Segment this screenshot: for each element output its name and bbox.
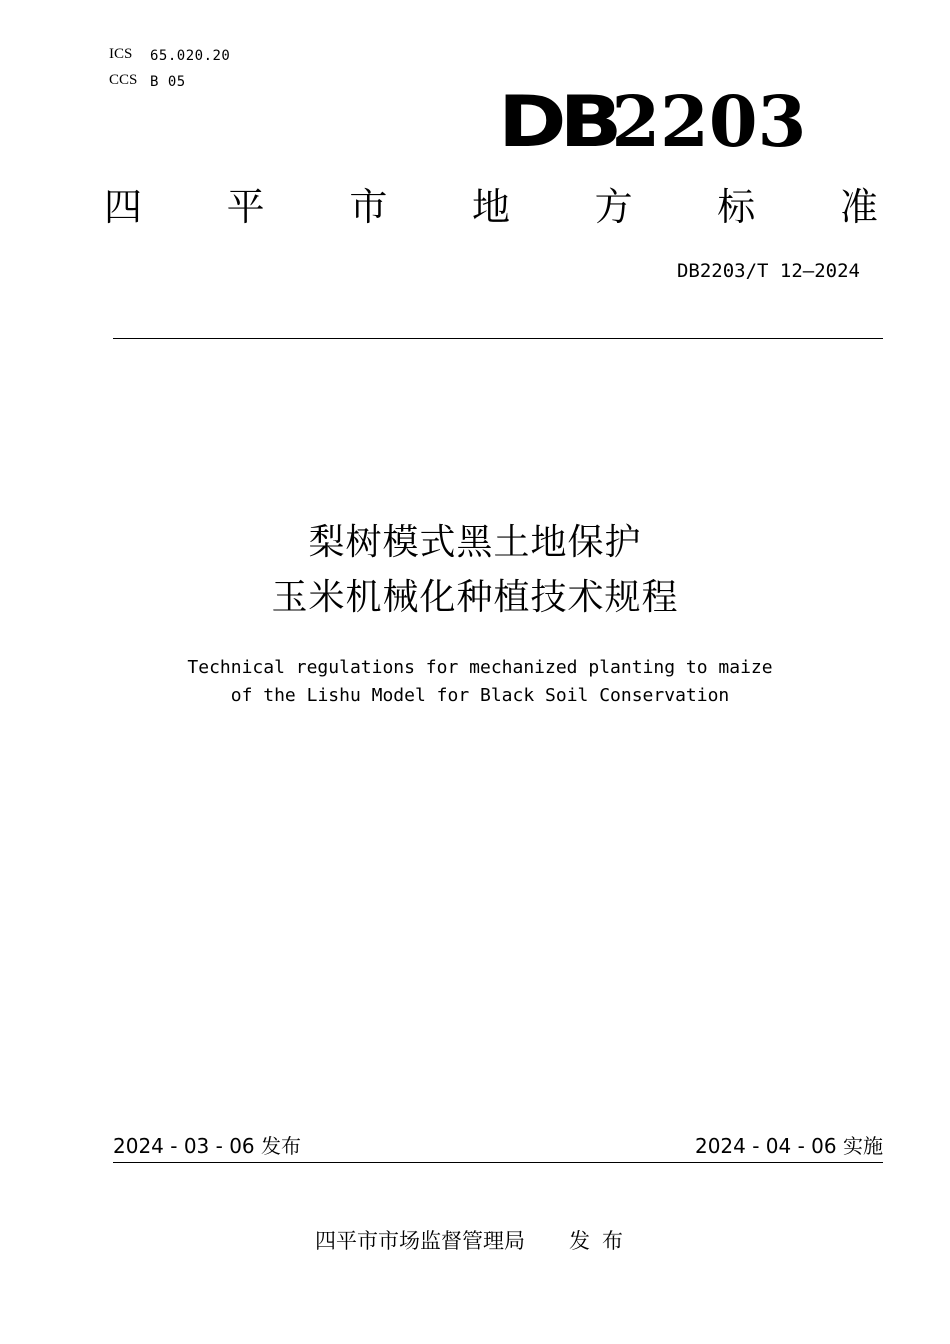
standard-type-char: 平 — [226, 185, 265, 229]
standard-type-char: 准 — [839, 185, 878, 229]
standard-type-heading — [104, 183, 878, 231]
issuer-name: 四平市市场监督管理局 — [315, 1229, 525, 1253]
title-en-line2: of the Lishu Model for Black Soil Conservation — [230, 685, 730, 706]
ics-code: 65.020.20 — [150, 48, 231, 64]
ccs-label: CCS — [109, 72, 138, 88]
standard-type-char: 市 — [349, 185, 388, 229]
standard-type-char: 标 — [717, 185, 756, 229]
ics-label: ICS — [109, 46, 133, 62]
standard-type-char: 地 — [471, 185, 510, 229]
issuer-line — [0, 1227, 950, 1255]
standard-number: DB2203/T 12—2024 — [676, 260, 860, 282]
title-en-line1: Technical regulations for mechanized planting to maize — [187, 657, 773, 678]
db-standard-mark — [498, 82, 828, 162]
title-cn-line1: 梨树模式黑土地保护 — [308, 522, 642, 563]
db-prefix: DB — [498, 81, 616, 163]
header-divider — [113, 338, 883, 339]
implement-date: 2024 - 04 - 06 实施 — [694, 1134, 883, 1158]
standard-type-char: 方 — [594, 185, 633, 229]
footer-divider — [113, 1162, 883, 1163]
standard-type-char: 四 — [104, 185, 143, 229]
db-number: 2203 — [611, 80, 807, 163]
release-date: 2024 - 03 - 06 发布 — [113, 1134, 302, 1158]
ccs-code: B 05 — [150, 74, 186, 90]
issue-action: 发布 — [569, 1229, 635, 1253]
title-cn-line2: 玉米机械化种植技术规程 — [271, 577, 679, 618]
